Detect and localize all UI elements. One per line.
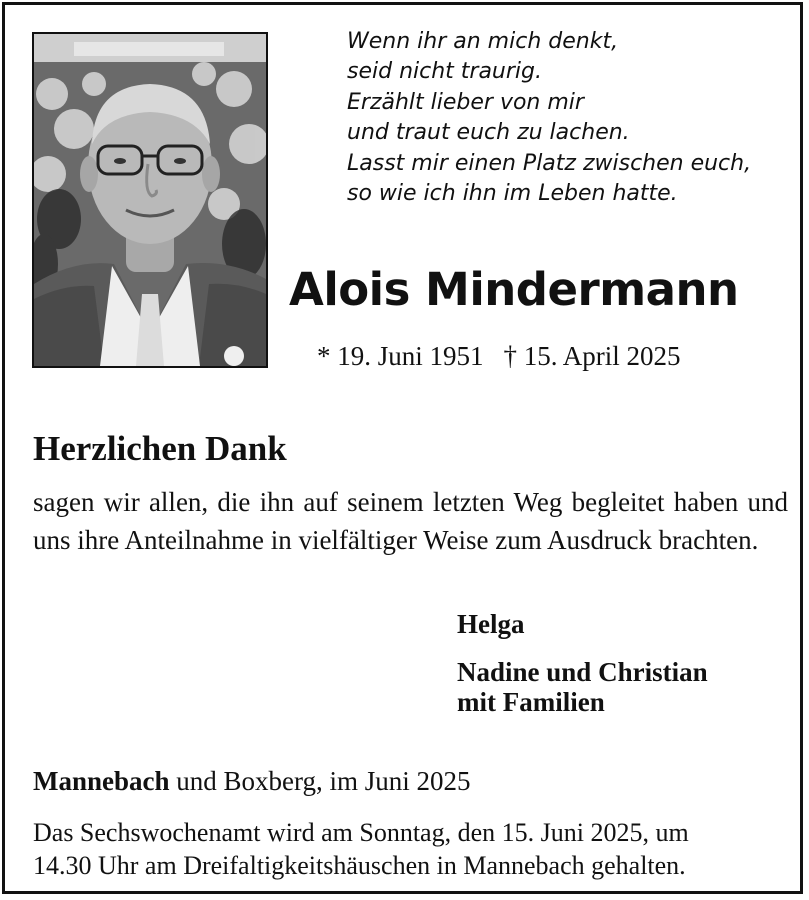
obituary-frame <box>2 2 803 894</box>
poem-line: Lasst mir einen Platz zwischen euch, <box>347 150 752 176</box>
birth-date: * 19. Juni 1951 <box>317 341 484 371</box>
place-rest: und Boxberg, im Juni 2025 <box>169 766 471 796</box>
poem-line: so wie ich ihn im Leben hatte. <box>347 181 678 207</box>
poem-line: Wenn ihr an mich denkt, <box>347 29 619 54</box>
service-line: Das Sechswochenamt wird am Sonntag, den 15. Juni 2025, um <box>33 818 689 847</box>
life-dates <box>317 341 681 372</box>
place-town: Mannebach <box>33 766 170 796</box>
deceased-name: Alois Mindermann <box>289 263 739 316</box>
poem-line: und traut euch zu lachen. <box>347 120 630 146</box>
poem-line: seid nicht traurig. <box>347 59 542 85</box>
poem-line: Erzählt lieber von mir <box>347 89 584 115</box>
portrait-photo <box>32 32 268 368</box>
memorial-poem <box>347 27 787 209</box>
signature-helga: Helga <box>457 609 525 639</box>
service-line: 14.30 Uhr am Dreifaltigkeitshäuschen in Mannebach gehalten. <box>33 851 686 880</box>
place-and-date <box>33 766 471 797</box>
signature-line: mit Familien <box>457 687 605 717</box>
thanks-heading: Herzlichen Dank <box>33 429 287 468</box>
service-notice <box>33 816 788 882</box>
signature-family <box>457 657 708 717</box>
thanks-text: sagen wir allen, die ihn auf seinem letzten Weg begleitet haben und uns ihre Anteilnahme in vielfältiger Weise zum Ausdruck brachten. <box>33 487 788 555</box>
death-date: † 15. April 2025 <box>503 341 681 371</box>
signature-line: Nadine und Christian <box>457 657 708 687</box>
